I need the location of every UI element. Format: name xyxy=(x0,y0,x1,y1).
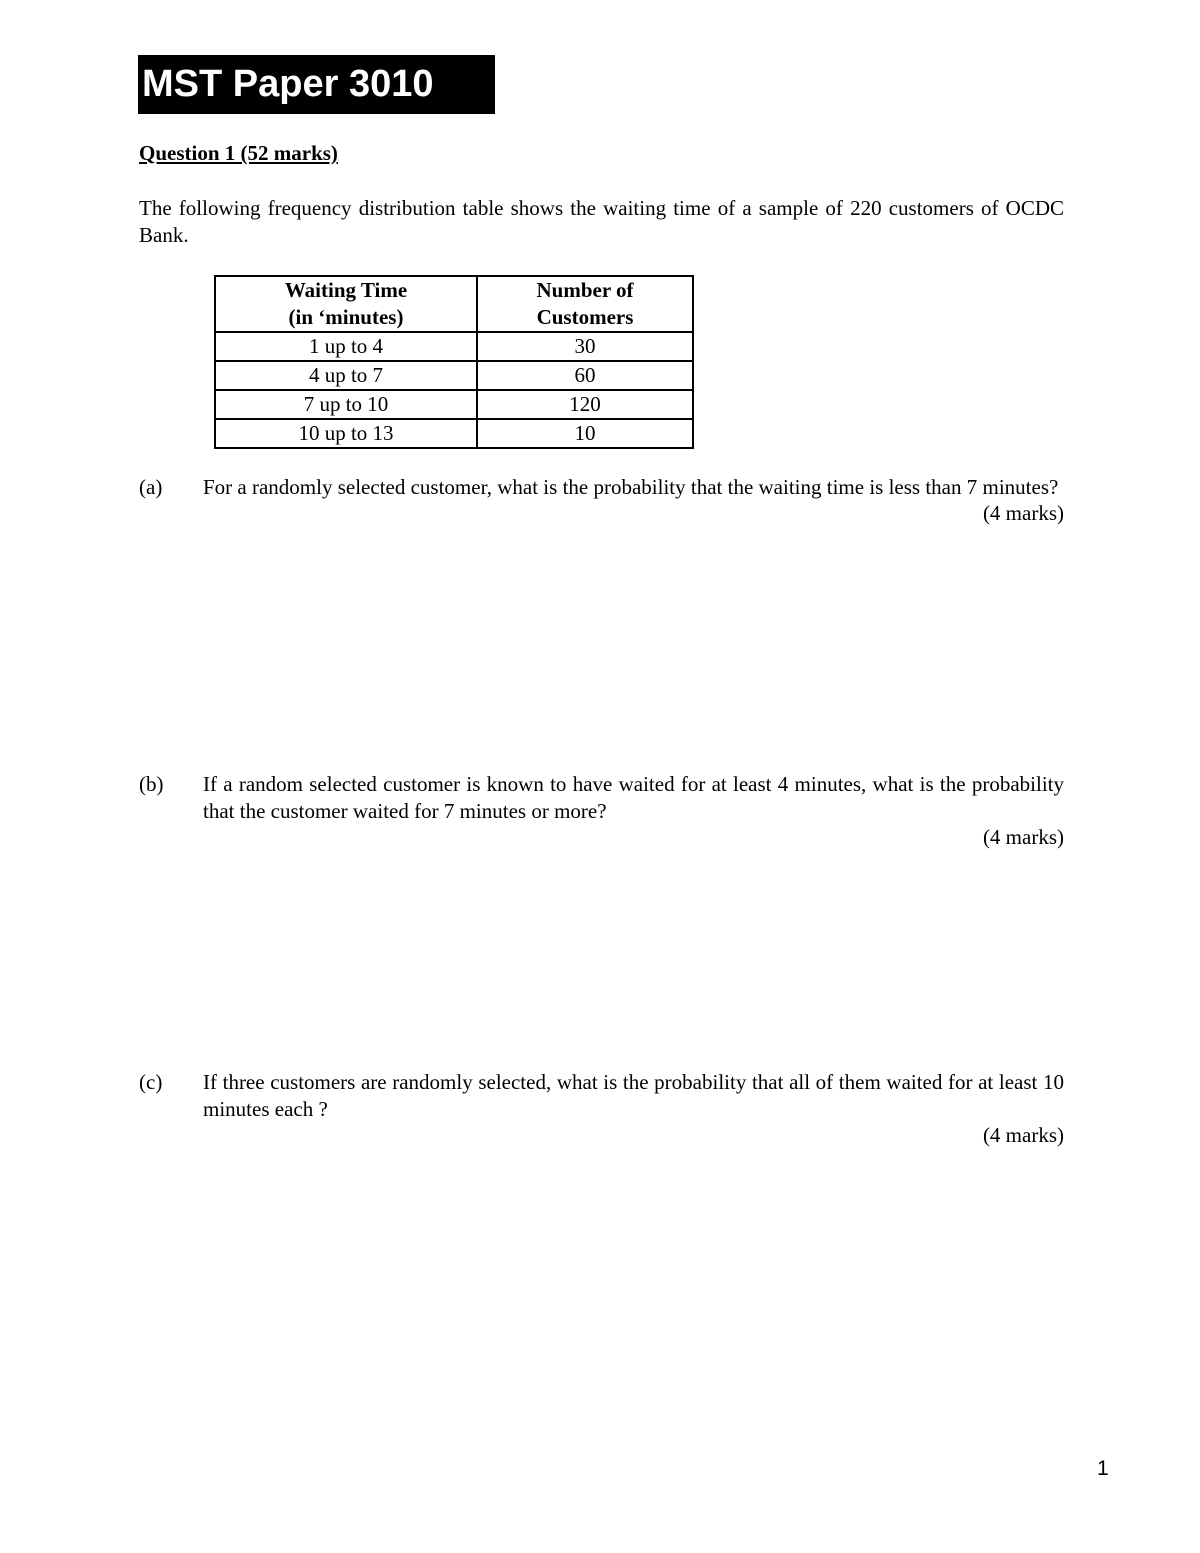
table-cell-count: 60 xyxy=(477,361,693,390)
question-part-a xyxy=(139,474,1064,527)
part-label: (a) xyxy=(139,475,163,499)
question-part-c xyxy=(139,1069,1064,1149)
table-row xyxy=(215,361,693,390)
header-line: (in ‘minutes) xyxy=(288,305,404,329)
table-header-customers xyxy=(477,276,693,332)
page-number: 1 xyxy=(1097,1457,1109,1480)
header-line: Number of xyxy=(536,278,634,302)
table-cell-count: 10 xyxy=(477,419,693,448)
table-header-waiting-time xyxy=(215,276,477,332)
table-row xyxy=(215,390,693,419)
table-row xyxy=(215,419,693,448)
part-marks: (4 marks) xyxy=(982,501,1064,525)
table-cell-interval: 10 up to 13 xyxy=(215,419,477,448)
question-part-b xyxy=(139,771,1064,851)
header-line: Waiting Time xyxy=(284,278,408,302)
part-label: (c) xyxy=(139,1070,163,1094)
question-heading: Question 1 (52 marks) xyxy=(139,141,338,165)
part-text: If three customers are randomly selected, what is the probability that all of them waited for at least 10 minutes each ? xyxy=(203,1070,1064,1121)
table-header-row xyxy=(215,276,693,332)
header-line: Customers xyxy=(536,305,634,329)
table-cell-interval: 4 up to 7 xyxy=(215,361,477,390)
part-marks: (4 marks) xyxy=(982,1123,1064,1147)
part-text: For a randomly selected customer, what is the probability that the waiting time is less than 7 minutes? xyxy=(203,475,1059,499)
table-row xyxy=(215,332,693,361)
frequency-table xyxy=(214,275,694,449)
table-cell-count: 120 xyxy=(477,390,693,419)
paper-title: MST Paper 3010 xyxy=(138,55,495,114)
question-intro: The following frequency distribution table shows the waiting time of a sample of 220 customers of OCDC Bank. xyxy=(139,196,1064,247)
part-label: (b) xyxy=(139,772,164,796)
part-text: If a random selected customer is known to have waited for at least 4 minutes, what is the probability that the customer waited for 7 minutes or more? xyxy=(203,772,1064,823)
part-marks: (4 marks) xyxy=(982,825,1064,849)
table-cell-interval: 7 up to 10 xyxy=(215,390,477,419)
table-cell-count: 30 xyxy=(477,332,693,361)
table-cell-interval: 1 up to 4 xyxy=(215,332,477,361)
